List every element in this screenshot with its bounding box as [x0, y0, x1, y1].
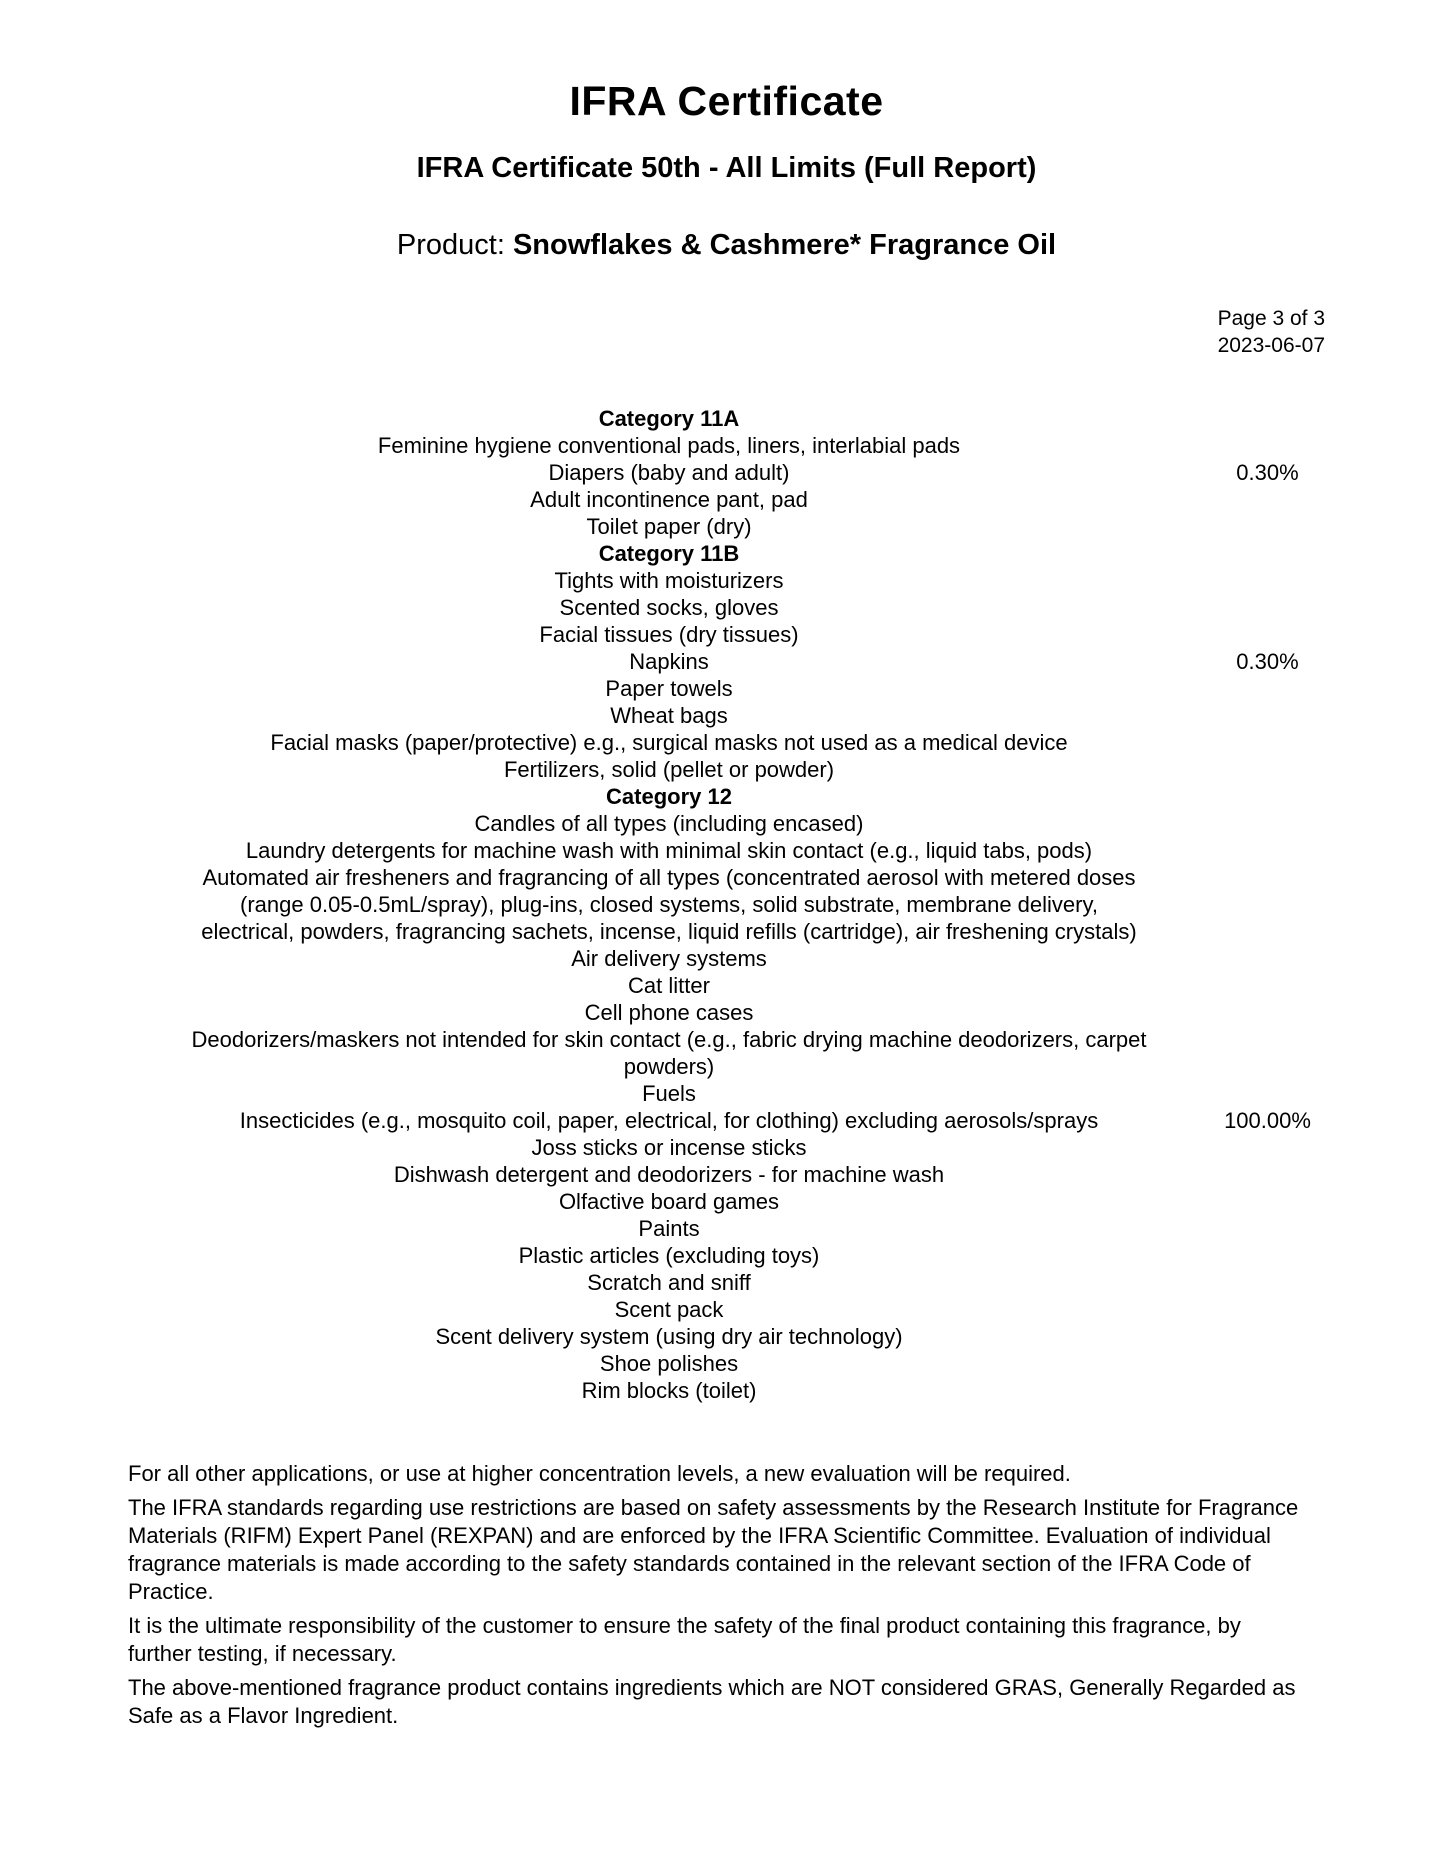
table-row — [128, 1296, 1325, 1323]
table-row — [128, 1242, 1325, 1269]
table-row — [128, 1188, 1325, 1215]
limit-value — [1210, 918, 1325, 945]
category-item: Insecticides (e.g., mosquito coil, paper, electrical, for clothing) excluding aerosols/sprays — [239, 1107, 1099, 1133]
category-item: Automated air fresheners and fragrancing of all types (concentrated aerosol with metered doses — [202, 864, 1136, 890]
table-row — [128, 999, 1325, 1026]
category-item: Adult incontinence pant, pad — [530, 486, 808, 512]
table-row — [128, 1080, 1325, 1107]
table-row — [128, 540, 1325, 567]
category-item: Scent pack — [614, 1296, 724, 1322]
category-item: electrical, powders, fragrancing sachets, incense, liquid refills (cartridge), air freshening crystals) — [201, 918, 1137, 944]
category-item: Diapers (baby and adult) — [548, 459, 790, 485]
table-row — [128, 702, 1325, 729]
limit-value — [1210, 1269, 1325, 1296]
limit-value — [1210, 1134, 1325, 1161]
limit-value — [1210, 864, 1325, 891]
limit-value — [1210, 945, 1325, 972]
table-row — [128, 648, 1325, 675]
category-item: powders) — [623, 1053, 715, 1079]
limit-value — [1210, 567, 1325, 594]
table-row — [128, 945, 1325, 972]
category-table — [128, 405, 1325, 1404]
table-row — [128, 486, 1325, 513]
product-line — [128, 228, 1325, 263]
limit-value — [1210, 621, 1325, 648]
category-item: Paper towels — [605, 675, 733, 701]
page-meta — [128, 305, 1325, 359]
category-item: Tights with moisturizers — [554, 567, 784, 593]
table-row — [128, 1350, 1325, 1377]
limit-value — [1210, 1350, 1325, 1377]
category-item: Shoe polishes — [599, 1350, 739, 1376]
category-item: Wheat bags — [610, 702, 728, 728]
limit-value — [1210, 1296, 1325, 1323]
category-item: Cell phone cases — [584, 999, 754, 1025]
limit-value — [1210, 1377, 1325, 1404]
limit-value — [1210, 999, 1325, 1026]
category-item: Feminine hygiene conventional pads, liners, interlabial pads — [377, 432, 961, 458]
category-item: (range 0.05-0.5mL/spray), plug-ins, closed systems, solid substrate, membrane delivery, — [240, 891, 1098, 917]
limit-value — [1210, 1188, 1325, 1215]
limit-value — [1210, 1215, 1325, 1242]
table-row — [128, 675, 1325, 702]
category-item: Laundry detergents for machine wash with minimal skin contact (e.g., liquid tabs, pods) — [245, 837, 1093, 863]
report-date: 2023-06-07 — [1217, 333, 1325, 357]
limit-value — [1210, 729, 1325, 756]
table-row — [128, 972, 1325, 999]
category-item: Facial masks (paper/protective) e.g., surgical masks not used as a medical device — [270, 729, 1068, 755]
table-row — [128, 621, 1325, 648]
limit-value — [1210, 1323, 1325, 1350]
table-row — [128, 1134, 1325, 1161]
limit-value — [1210, 432, 1325, 459]
category-item: Air delivery systems — [571, 945, 767, 971]
limit-value — [1210, 675, 1325, 702]
limit-value — [1210, 1242, 1325, 1269]
table-row — [128, 432, 1325, 459]
limit-value: 0.30% — [1236, 648, 1299, 674]
limit-value — [1210, 756, 1325, 783]
limit-value — [1210, 540, 1325, 567]
table-row — [128, 405, 1325, 432]
footer-paragraph-gras: The above-mentioned fragrance product contains ingredients which are NOT considered GRAS, Generally Regarded as Safe as a Flavor Ingredient. — [128, 1674, 1296, 1728]
table-row — [128, 1323, 1325, 1350]
table-row — [128, 1215, 1325, 1242]
category-item: Scent delivery system (using dry air technology) — [435, 1323, 903, 1349]
table-row — [128, 567, 1325, 594]
report-subtitle: IFRA Certificate 50th - All Limits (Full Report) — [416, 152, 1037, 185]
category-item: Plastic articles (excluding toys) — [518, 1242, 820, 1268]
limit-value — [1210, 1053, 1325, 1080]
limit-value — [1210, 513, 1325, 540]
table-row — [128, 864, 1325, 891]
category-item: Dishwash detergent and deodorizers - for machine wash — [393, 1161, 945, 1187]
category-item: Cat litter — [628, 972, 710, 998]
limit-value — [1210, 1026, 1325, 1053]
limit-value — [1210, 972, 1325, 999]
product-label: Product: — [396, 228, 505, 261]
limit-value — [1210, 837, 1325, 864]
limit-value: 100.00% — [1224, 1107, 1311, 1133]
category-item: Facial tissues (dry tissues) — [539, 621, 799, 647]
footer-paragraph-evaluation: For all other applications, or use at higher concentration levels, a new evaluation will be required. — [128, 1460, 1071, 1486]
table-row — [128, 1026, 1325, 1053]
category-header: Category 11A — [598, 405, 740, 431]
limit-value — [1210, 1080, 1325, 1107]
table-row — [128, 1377, 1325, 1404]
limit-value — [1210, 486, 1325, 513]
footer-paragraph-ifra-standards: The IFRA standards regarding use restrictions are based on safety assessments by the Research Institute for Fragrance Materials (RIFM) Expert Panel (REXPAN) and are enforced by the IFRA Scientific Committee. Evaluation of individual fragrance materials is made according to the safety standards contained in the relevant section of the IFRA Code of Practice. — [128, 1494, 1299, 1604]
page-number: Page 3 of 3 — [1217, 306, 1325, 330]
table-row — [128, 729, 1325, 756]
table-row — [128, 459, 1325, 486]
category-item: Napkins — [629, 648, 709, 674]
table-row — [128, 1107, 1325, 1134]
category-item: Deodorizers/maskers not intended for skin contact (e.g., fabric drying machine deodorizers, carpet — [191, 1026, 1147, 1052]
category-item: Joss sticks or incense sticks — [531, 1134, 807, 1160]
table-row — [128, 810, 1325, 837]
category-item: Paints — [638, 1215, 700, 1241]
category-item: Fuels — [642, 1080, 696, 1106]
limit-value — [1210, 1161, 1325, 1188]
limit-value — [1210, 702, 1325, 729]
category-header: Category 11B — [598, 540, 740, 566]
limit-value — [1210, 405, 1325, 432]
footer-paragraph-responsibility: It is the ultimate responsibility of the customer to ensure the safety of the final product containing this fragrance, by further testing, if necessary. — [128, 1612, 1241, 1666]
table-row — [128, 1269, 1325, 1296]
category-item: Scratch and sniff — [587, 1269, 751, 1295]
category-header: Category 12 — [606, 783, 732, 809]
table-row — [128, 783, 1325, 810]
limit-value: 0.30% — [1236, 459, 1299, 485]
limit-value — [1210, 594, 1325, 621]
category-item: Scented socks, gloves — [559, 594, 779, 620]
category-item: Toilet paper (dry) — [586, 513, 752, 539]
footer-notes — [128, 1460, 1300, 1730]
category-item: Olfactive board games — [558, 1188, 780, 1214]
table-row — [128, 756, 1325, 783]
table-row — [128, 837, 1325, 864]
limit-value — [1210, 783, 1325, 810]
category-item: Candles of all types (including encased) — [474, 810, 864, 836]
table-row — [128, 891, 1325, 918]
table-row — [128, 513, 1325, 540]
limit-value — [1210, 810, 1325, 837]
table-row — [128, 1053, 1325, 1080]
category-item: Fertilizers, solid (pellet or powder) — [503, 756, 835, 782]
table-row — [128, 918, 1325, 945]
table-row — [128, 1161, 1325, 1188]
table-row — [128, 594, 1325, 621]
page-title: IFRA Certificate — [569, 78, 884, 124]
limit-value — [1210, 891, 1325, 918]
category-item: Rim blocks (toilet) — [581, 1377, 757, 1403]
product-name: Snowflakes & Cashmere* Fragrance Oil — [512, 228, 1057, 261]
